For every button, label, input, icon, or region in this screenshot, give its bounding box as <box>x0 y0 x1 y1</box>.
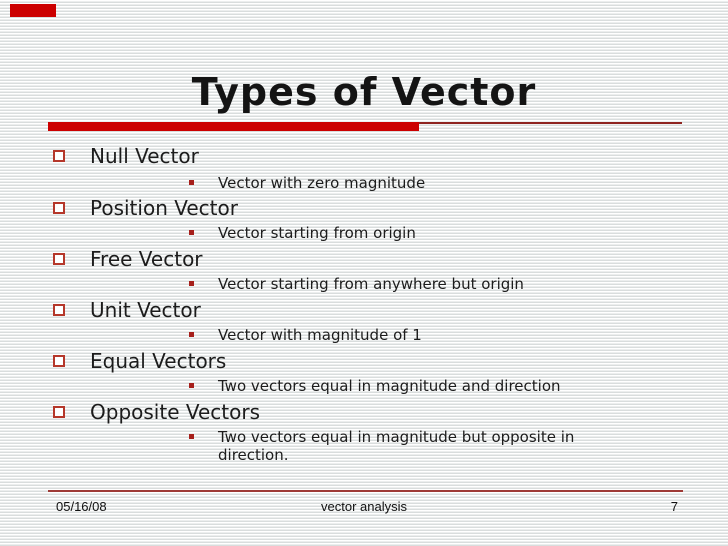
slide-title: Types of Vector <box>191 70 537 114</box>
hollow-square-bullet-icon <box>53 150 65 162</box>
item-label: Unit Vector <box>90 298 201 322</box>
footer-page-number: 7 <box>670 499 678 514</box>
filled-square-bullet-icon <box>189 180 194 185</box>
list-subitem <box>189 224 622 242</box>
item-label: Equal Vectors <box>90 349 227 373</box>
item-desc: Vector with zero magnitude <box>218 174 426 192</box>
list-item <box>53 247 203 271</box>
list-item <box>53 196 238 220</box>
hollow-square-bullet-icon <box>53 202 65 214</box>
filled-square-bullet-icon <box>189 230 194 235</box>
list-item <box>53 400 260 424</box>
hollow-square-bullet-icon <box>53 304 65 316</box>
list-subitem <box>189 174 622 192</box>
footer-date: 05/16/08 <box>56 499 107 514</box>
hollow-square-bullet-icon <box>53 355 65 367</box>
footer-divider <box>48 490 683 492</box>
item-desc: Vector starting from origin <box>218 224 416 242</box>
item-desc: Vector starting from anywhere but origin <box>218 275 524 293</box>
item-desc: Vector with magnitude of 1 <box>218 326 422 344</box>
list-item <box>53 144 199 168</box>
item-desc: Two vectors equal in magnitude and direction <box>218 377 561 395</box>
corner-accent-bar <box>10 4 56 17</box>
hollow-square-bullet-icon <box>53 253 65 265</box>
title-underline-thick <box>48 122 419 131</box>
hollow-square-bullet-icon <box>53 406 65 418</box>
list-item <box>53 349 226 373</box>
item-label: Free Vector <box>90 247 203 271</box>
footer-center-label: vector analysis <box>321 499 407 514</box>
item-label: Null Vector <box>90 144 199 168</box>
filled-square-bullet-icon <box>189 383 194 388</box>
item-desc: Two vectors equal in magnitude but opposite in direction. <box>218 428 575 464</box>
filled-square-bullet-icon <box>189 332 194 337</box>
list-subitem <box>189 275 622 293</box>
filled-square-bullet-icon <box>189 281 194 286</box>
item-label: Position Vector <box>90 196 238 220</box>
filled-square-bullet-icon <box>189 434 194 439</box>
list-subitem <box>189 377 622 395</box>
item-label: Opposite Vectors <box>90 400 260 424</box>
list-item <box>53 298 201 322</box>
list-subitem <box>189 326 622 344</box>
list-subitem <box>189 428 622 464</box>
